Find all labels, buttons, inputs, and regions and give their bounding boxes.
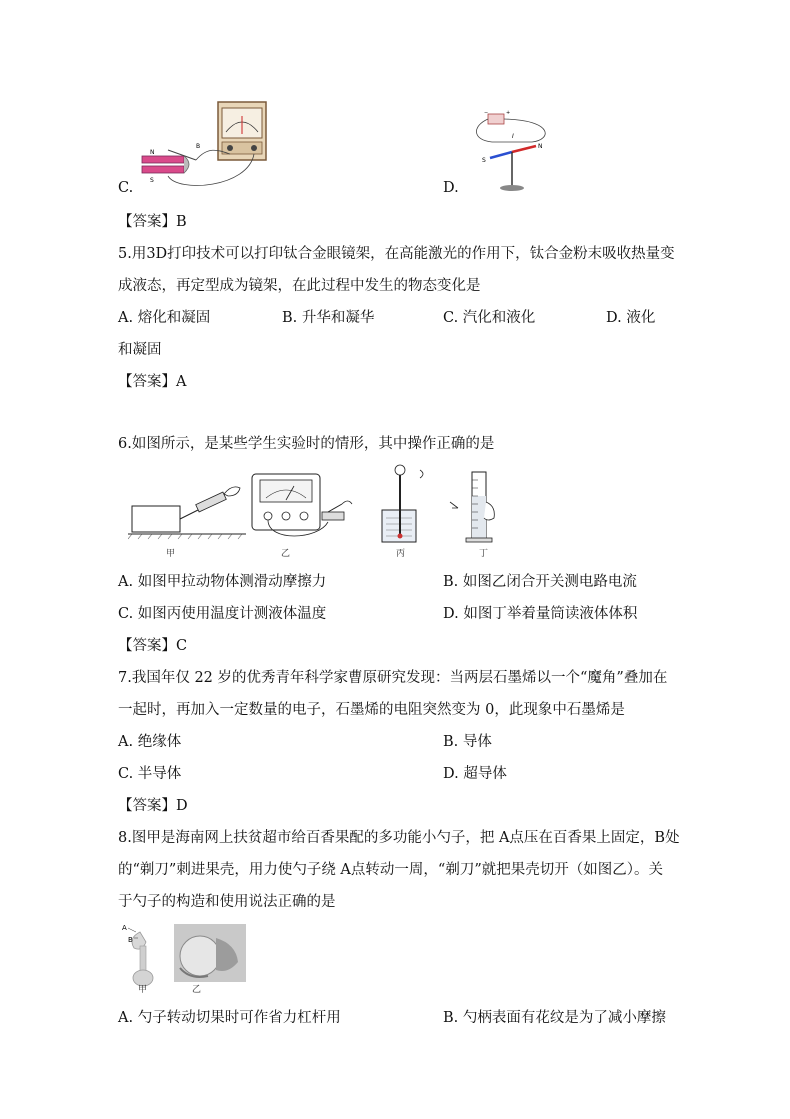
q6-caption-bing: 丙 <box>396 549 406 559</box>
q7-answer: 【答案】D <box>118 798 188 814</box>
spring-scale-shape <box>196 492 227 512</box>
n-pole-label: N <box>538 143 543 150</box>
q6-option-d: D. 如图丁举着量筒读液体体积 <box>443 606 638 622</box>
q4-answer: 【答案】B <box>118 214 187 230</box>
q6-option-a: A. 如图甲拉动物体测滑动摩擦力 <box>118 574 327 590</box>
q8-option-a: A. 勺子转动切果时可作省力杠杆用 <box>118 1010 341 1026</box>
q5-stem-line1: 5.用3D打印技术可以打印钛合金眼镜架，在高能激光的作用下，钛合金粉末吸收热量变 <box>118 246 675 262</box>
q6-option-b: B. 如图乙闭合开关测电路电流 <box>443 574 637 590</box>
q8-caption-yi: 乙 <box>192 985 202 995</box>
q6-caption-yi: 乙 <box>281 549 291 559</box>
block-shape <box>132 506 180 532</box>
q6-stem: 6.如图所示，是某些学生实验时的情形，其中操作正确的是 <box>118 436 495 452</box>
svg-text:N: N <box>150 149 155 156</box>
q7-stem-line2: 一起时，再加入一定数量的电子，石墨烯的电阻突然变为 0，此现象中石墨烯是 <box>118 702 625 718</box>
q8-stem-line2: 的“剃刀”刺进果壳，用力使勺子绕 A点转动一周，“剃刀”就把果壳切开（如图乙）。关 <box>118 862 663 878</box>
current-label: I <box>512 133 514 140</box>
q4-option-d: D. <box>443 180 459 196</box>
q8-caption-jia: 甲 <box>138 985 148 995</box>
s-pole-label: S <box>482 157 486 164</box>
q5-option-d-continued: 和凝固 <box>118 342 162 358</box>
label-a: A <box>122 924 127 932</box>
q6-answer: 【答案】C <box>118 638 188 654</box>
q4-option-c: C. <box>118 180 134 196</box>
q8-stem-line1: 8.图甲是海南网上扶贫超市给百香果配的多功能小勺子，把 A点压在百香果上固定，B处 <box>118 830 680 846</box>
svg-text:−: − <box>484 110 489 116</box>
figure-q4-d-compass <box>472 108 562 196</box>
q5-option-d: D. 液化 <box>606 310 656 326</box>
q5-stem-line2: 成液态，再定型成为镜架，在此过程中发生的物态变化是 <box>118 278 481 294</box>
q6-caption-ding: 丁 <box>479 549 489 559</box>
q8-option-b: B. 勺柄表面有花纹是为了减小摩擦 <box>443 1010 666 1026</box>
figure-q4-c-galvanometer <box>138 98 273 190</box>
q6-caption-jia: 甲 <box>166 549 176 559</box>
figure-q6-experiments <box>128 462 518 562</box>
q7-option-d: D. 超导体 <box>443 766 507 782</box>
label-b: B <box>128 936 133 944</box>
q6-option-c: C. 如图丙使用温度计测液体温度 <box>118 606 327 622</box>
svg-text:S: S <box>150 177 154 184</box>
q5-option-b: B. 升华和凝华 <box>282 310 375 326</box>
q5-option-c: C. 汽化和液化 <box>443 310 536 326</box>
q8-stem-line3: 于勺子的构造和使用说法正确的是 <box>118 894 336 910</box>
q5-answer: 【答案】A <box>118 374 187 390</box>
q5-option-a: A. 熔化和凝固 <box>118 310 211 326</box>
q7-stem-line1: 7.我国年仅 22 岁的优秀青年科学家曹原研究发现：当两层石墨烯以一个“魔角”叠加在 <box>118 670 668 686</box>
q7-option-a: A. 绝缘体 <box>118 734 182 750</box>
svg-text:B: B <box>196 143 201 150</box>
q7-option-b: B. 导体 <box>443 734 492 750</box>
q7-option-c: C. 半导体 <box>118 766 182 782</box>
svg-text:+: + <box>506 110 511 116</box>
